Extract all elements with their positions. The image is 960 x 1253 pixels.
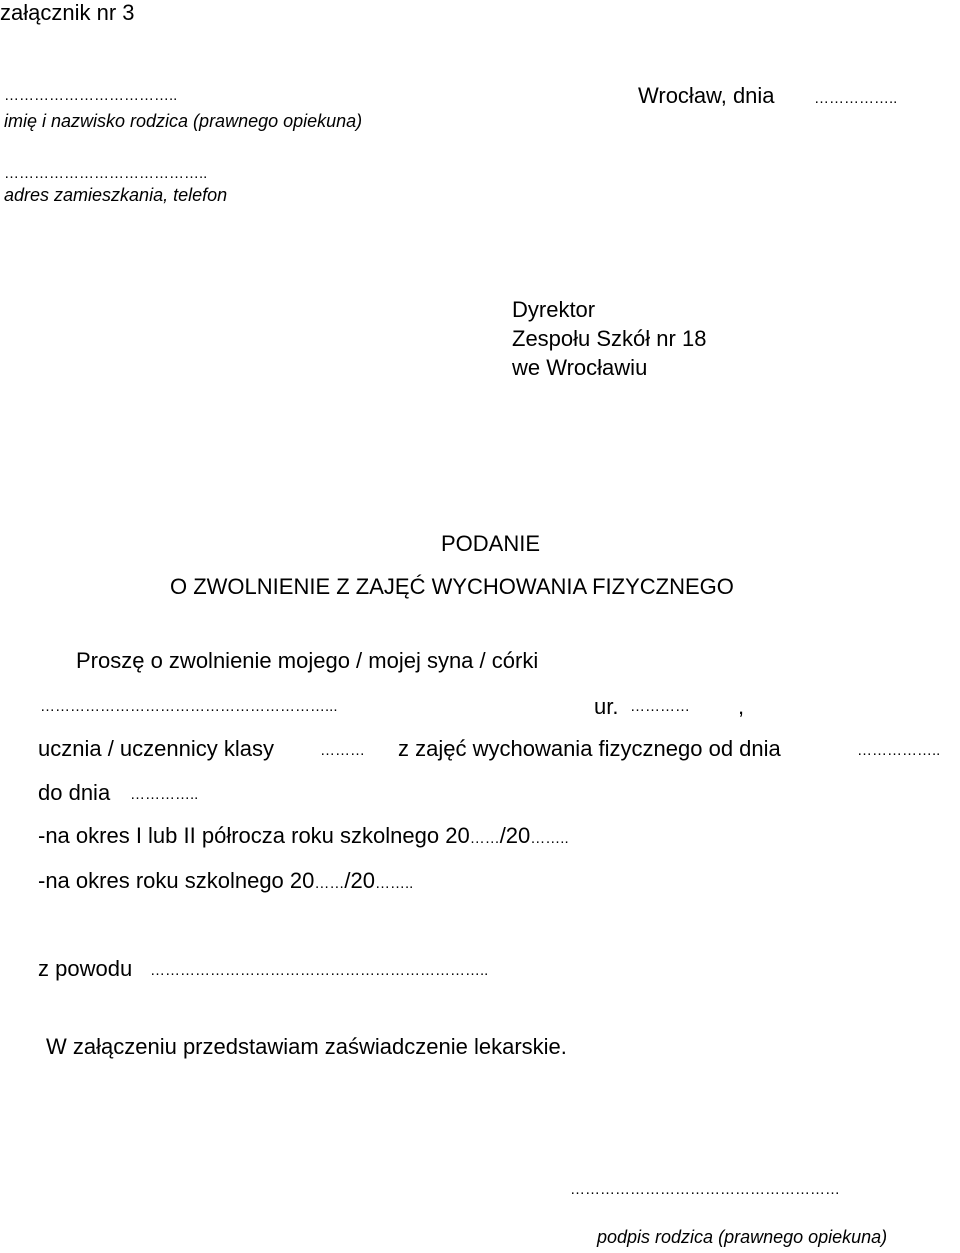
to-date-label: do dnia	[38, 780, 111, 805]
birth-date-field[interactable]: …………	[630, 698, 690, 715]
reason-label: z powodu	[38, 956, 133, 981]
from-date-field[interactable]: ……………..	[857, 742, 941, 759]
request-text: Proszę o zwolnienie mojego / mojej syna / córki	[76, 648, 539, 673]
period-year-option	[38, 870, 413, 892]
period-semester-slash: /20	[499, 823, 531, 848]
to-date-field[interactable]: …………..	[130, 786, 199, 803]
address-field[interactable]: …………………………………..	[4, 165, 208, 182]
attachment-number: załącznik nr 3	[0, 0, 135, 25]
date-field[interactable]: ……………..	[814, 90, 898, 107]
year-end-field[interactable]: ……..	[374, 875, 414, 892]
year-start-field[interactable]: ……	[314, 875, 345, 892]
addressee-city: we Wrocławiu	[512, 355, 648, 380]
born-label: ur.	[594, 694, 619, 719]
school-year-end-field[interactable]: ……..	[530, 830, 569, 847]
class-label: ucznia / uczennicy klasy	[38, 736, 274, 761]
period-year-text: -na okres roku szkolnego 20	[38, 868, 315, 893]
signature-field[interactable]: ………………………………………………	[570, 1181, 840, 1198]
document-subject: O ZWOLNIENIE Z ZAJĘĆ WYCHOWANIA FIZYCZNEGO	[170, 574, 734, 599]
parent-name-label: imię i nazwisko rodzica (prawnego opiekuna)	[4, 111, 363, 131]
attachment-note: W załączeniu przedstawiam zaświadczenie lekarskie.	[46, 1034, 567, 1059]
reason-field[interactable]: …………………………………………………………..	[150, 962, 489, 979]
address-label: adres zamieszkania, telefon	[4, 185, 228, 205]
document-title: PODANIE	[441, 531, 541, 556]
signature-label: podpis rodzica (prawnego opiekuna)	[597, 1227, 888, 1247]
city-date-label: Wrocław, dnia	[638, 83, 775, 108]
student-name-field[interactable]: …………………………………………………...	[40, 698, 338, 715]
period-year-slash: /20	[344, 868, 375, 893]
addressee-school: Zespołu Szkół nr 18	[512, 326, 707, 351]
from-date-label: z zajęć wychowania fizycznego od dnia	[398, 736, 781, 761]
period-semester-text: -na okres I lub II półrocza roku szkolnego 20	[38, 823, 470, 848]
parent-name-field[interactable]: ……………………………..	[4, 87, 178, 104]
addressee-title: Dyrektor	[512, 297, 596, 322]
class-field[interactable]: ………	[320, 742, 365, 759]
school-year-start-field[interactable]: ……	[469, 830, 500, 847]
comma: ,	[738, 694, 745, 719]
period-semester-option	[38, 825, 569, 847]
